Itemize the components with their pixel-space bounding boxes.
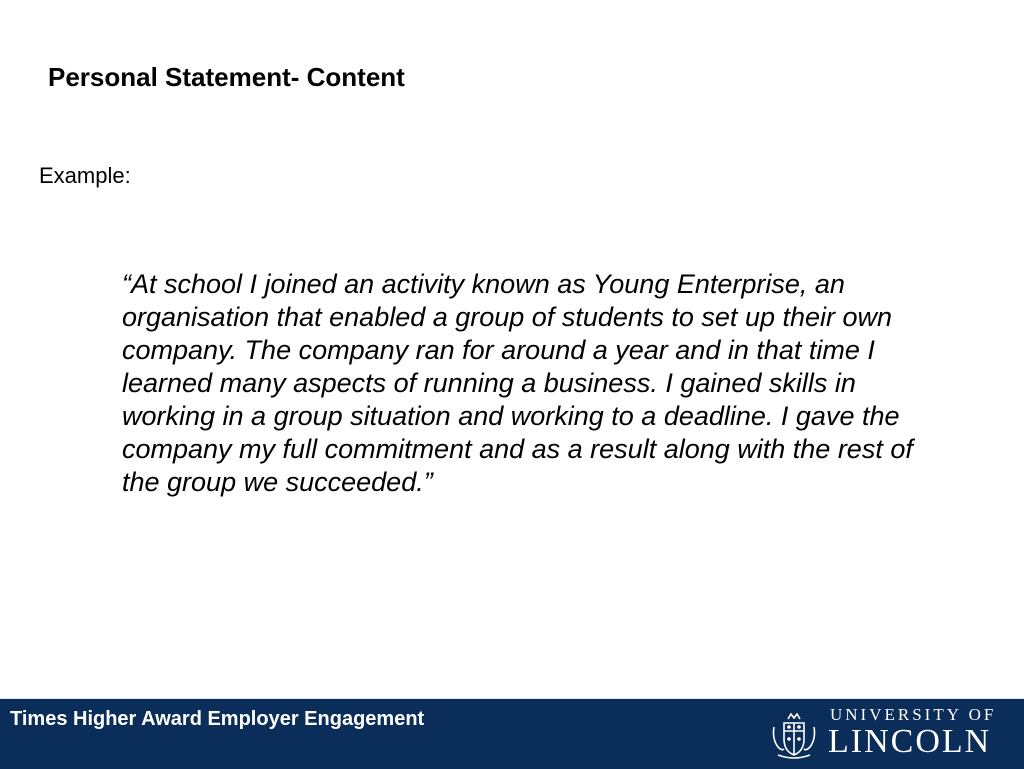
logo-university-of: UNIVERSITY OF xyxy=(830,705,997,724)
example-label: Example: xyxy=(39,163,131,188)
footer-bar xyxy=(0,698,1024,769)
university-crest-icon xyxy=(768,709,820,761)
slide-title: Personal Statement- Content xyxy=(48,62,405,92)
footer-text: Times Higher Award Employer Engagement xyxy=(10,708,425,730)
example-quote: “At school I joined an activity known as Young Enterprise, an organisation that enabled a group of students to set up their own company. The company ran for around a year and in that time I learned many aspects of running a business. I gained skills in working in a group situation and working to a deadline. I gave the company my full commitment and as a result along with the rest of the group we succeeded.” xyxy=(122,269,913,497)
logo-lincoln: LINCOLN xyxy=(828,723,992,760)
